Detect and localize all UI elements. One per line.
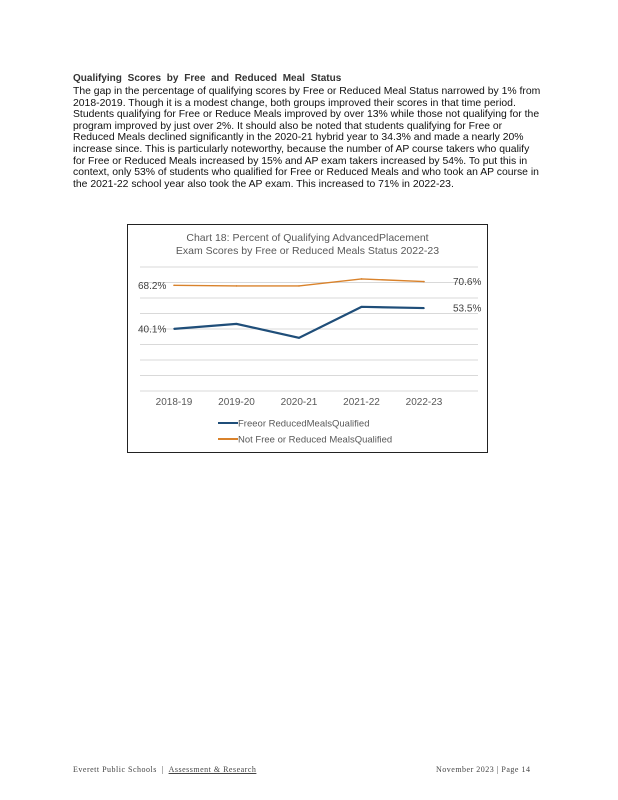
series-line [174,307,424,338]
data-label: 68.2% [138,280,167,292]
line-chart [128,225,489,454]
footer-dept: Assessment & Research [168,765,257,774]
legend-label: Freeor ReducedMealsQualified [238,418,370,430]
x-tick-label: 2019-20 [218,397,255,408]
data-point [298,337,300,339]
section-heading: Qualifying Scores by Free and Reduced Meal Status [73,73,342,84]
footer-page-number: 14 [521,765,531,774]
data-label: 53.5% [453,303,482,315]
footer-date: November 2023 [436,765,495,774]
data-point [361,278,363,280]
x-tick-label: 2021-22 [343,397,380,408]
x-tick-label: 2018-19 [155,397,193,408]
x-tick-label: 2022-23 [405,397,443,408]
legend-label: Not Free or Reduced MealsQualified [238,434,393,446]
data-point [298,285,300,287]
chart-container [127,224,488,453]
data-point [236,285,238,287]
data-label: 70.6% [453,277,482,289]
data-point [361,306,363,308]
footer-page-label: Page [501,765,519,774]
data-point [423,281,425,283]
chart-title-line-1: Chart 18: Percent of Qualifying AdvancedPlacement [186,232,429,244]
data-point [173,284,175,286]
chart-title-line-2: Exam Scores by Free or Reduced Meals Status 2022-23 [175,245,440,257]
data-label: 40.1% [138,324,167,336]
footer-right: November 2023 | Page 14 [436,765,531,774]
data-point [236,323,238,325]
data-point [173,328,175,330]
body-paragraph: The gap in the percentage of qualifying scores by Free or Reduced Meal Status narrowed by 1% from 2018-2019. Though it is a modest change, both groups improved their scores in that time period. Students qualifying for Free or Reduce Meals improved by over 13% while those not qualifying for the program improved by just over 2%. It should also be noted that students qualifying for Free or Reduced Meals declined significantly in the 2020-21 hybrid year to 34.3% and made a nearly 20% increase since. This is particularly noteworthy, because the number of AP course takers who qualify for Free or Reduced Meals increased by 15% and AP exam takers increased by 54%. To put this in context, only 53% of students who qualified for Free or Reduced Meals and who took an AP course in the 2021-22 school year also took the AP exam. This increased to 71% in 2022-23. [73,86,541,190]
footer-org: Everett Public Schools [73,765,157,774]
data-point [423,307,425,309]
footer-left: Everett Public Schools | Assessment & Research [73,765,257,774]
x-tick-label: 2020-21 [280,397,318,408]
